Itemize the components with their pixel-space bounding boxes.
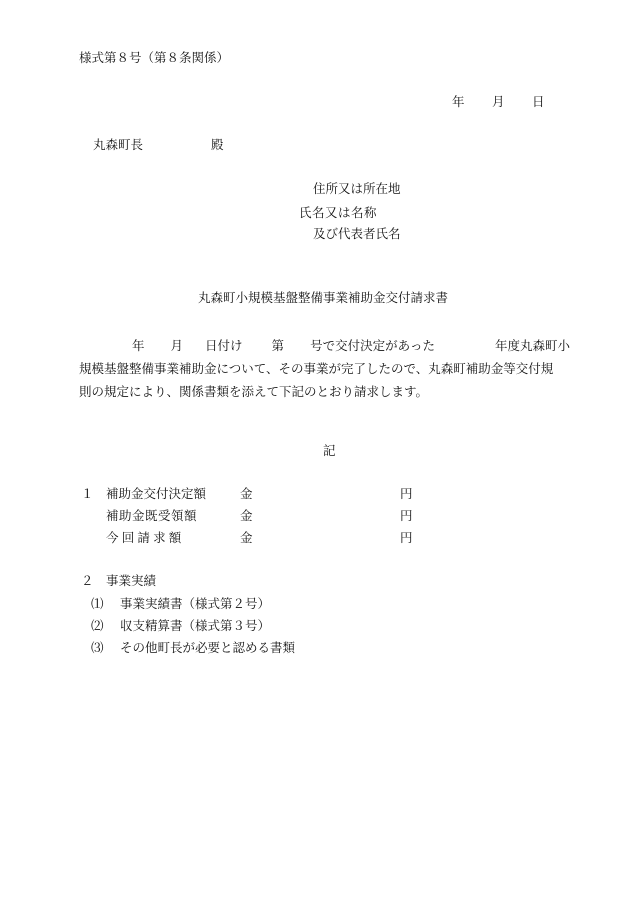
body-decision: 号で交付決定があった [310,338,435,353]
request-body-text [79,334,584,403]
amount-row-yen: 円 [400,508,413,523]
amount-row-label: 補助金交付決定額 [106,486,207,501]
form-number: 様式第８号（第８条関係） [79,50,230,65]
list-item-number: ⑵ [91,618,104,633]
addressee-mayor: 丸森町長 [93,137,144,152]
date-year-label: 年 [452,94,465,109]
amount-row-label: 今回請求額 [106,530,185,545]
list-item-number: ⑴ [91,596,104,611]
list-item: 事業実績書（様式第２号） [120,596,271,611]
amount-row-yen: 円 [400,486,413,501]
applicant-address-label: 住所又は所在地 [313,181,401,196]
list-item: 収支精算書（様式第３号） [120,618,271,633]
amount-row-label: 補助金既受領額 [106,508,198,523]
document-title: 丸森町小規模基盤整備事業補助金交付請求書 [198,290,449,305]
amount-row-kin: 金 [240,530,253,545]
body-day: 日付け [205,338,243,353]
amount-row-kin: 金 [240,508,253,523]
body-fiscal-year: 年度丸森町小 [494,338,570,353]
amount-row-kin: 金 [240,486,253,501]
date-day-label: 日 [532,94,545,109]
addressee-honorific: 殿 [211,137,224,152]
amount-row-yen: 円 [400,530,413,545]
section-1-number: １ [81,486,94,501]
list-item: その他町長が必要と認める書類 [120,640,296,655]
applicant-name-label: 氏名又は名称 [299,205,378,220]
body-line-3: 則の規定により、関係書類を添えて下記のとおり請求します。 [79,384,429,399]
section-2-number: ２ [81,573,94,588]
body-line-1 [79,334,584,357]
body-dai: 第 [271,338,285,353]
body-line-2: 規模基盤整備事業補助金について、その事業が完了したので、丸森町補助金等交付規 [79,361,554,376]
applicant-representative-label: 及び代表者氏名 [313,226,401,241]
addressee [93,139,224,152]
ki-heading: 記 [323,443,336,458]
list-item-number: ⑶ [91,640,104,655]
date-line [452,96,545,109]
body-year: 年 [132,338,145,353]
section-2-title: 事業実績 [106,573,157,588]
body-month: 月 [170,338,184,353]
date-month-label: 月 [492,94,505,109]
